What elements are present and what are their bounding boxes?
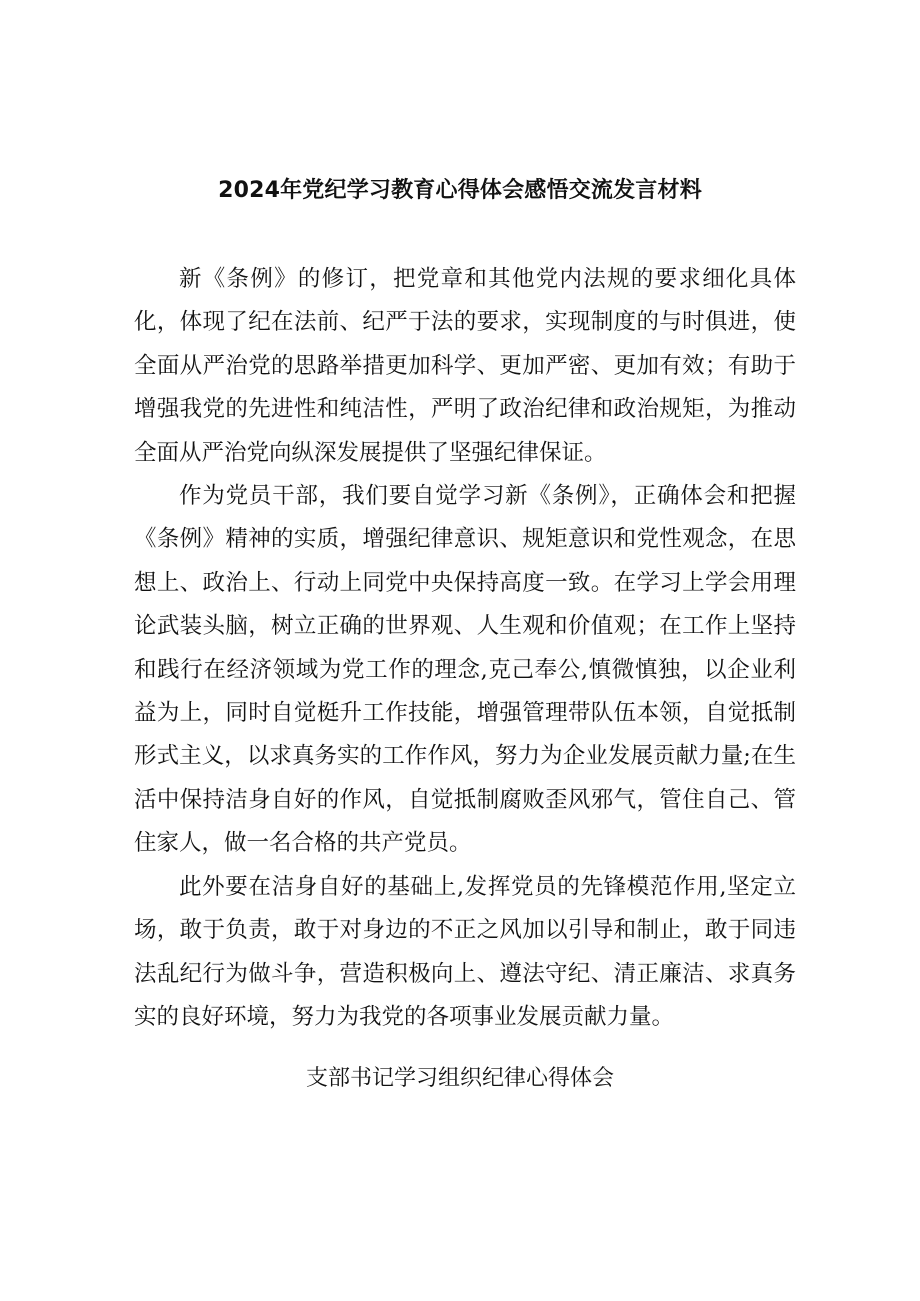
paragraph-3: 此外要在洁身自好的基础上,发挥党员的先锋模范作用,坚定立场，敢于负责，敢于对身边的不正之风加以引导和制止，敢于同违法乱纪行为做斗争，营造积极向上、遵法守纪、清正廉洁、求真务实的良好环境，努力为我党的各项事业发展贡献力量。 <box>134 873 796 1030</box>
document-body <box>134 258 796 1039</box>
paragraph-2: 作为党员干部，我们要自觉学习新《条例》，正确体会和把握《条例》精神的实质，增强纪律意识、规矩意识和党性观念，在思想上、政治上、行动上同党中央保持高度一致。在学习上学会用理论武装头脑，树立正确的世界观、人生观和价值观；在工作上坚持和践行在经济领域为党工作的理念,克己奉公,慎微慎独，以企业利益为上，同时自觉梃升工作技能，增强管理带队伍本领，自觉抵制形式主义，以求真务实的工作作风，努力为企业发展贡献力量;在生活中保持洁身自好的作风，自觉抵制腐败歪风邪气，管住自己、管住家人，做一名合格的共产党员。 <box>134 483 796 857</box>
document-title: 2024年党纪学习教育心得体会感悟交流发言材料 <box>218 178 702 203</box>
next-section-title: 支部书记学习组织纪律心得体会 <box>305 1066 614 1091</box>
paragraph-1: 新《条例》的修订，把党章和其他党内法规的要求细化具体化，体现了纪在法前、纪严于法的要求，实现制度的与时俱进，使全面从严治党的思路举措更加科学、更加严密、更加有效；有助于增强我党的先进性和纯洁性，严明了政治纪律和政治规矩，为推动全面从严治党向纵深发展提供了坚强纪律保证。 <box>134 266 796 466</box>
